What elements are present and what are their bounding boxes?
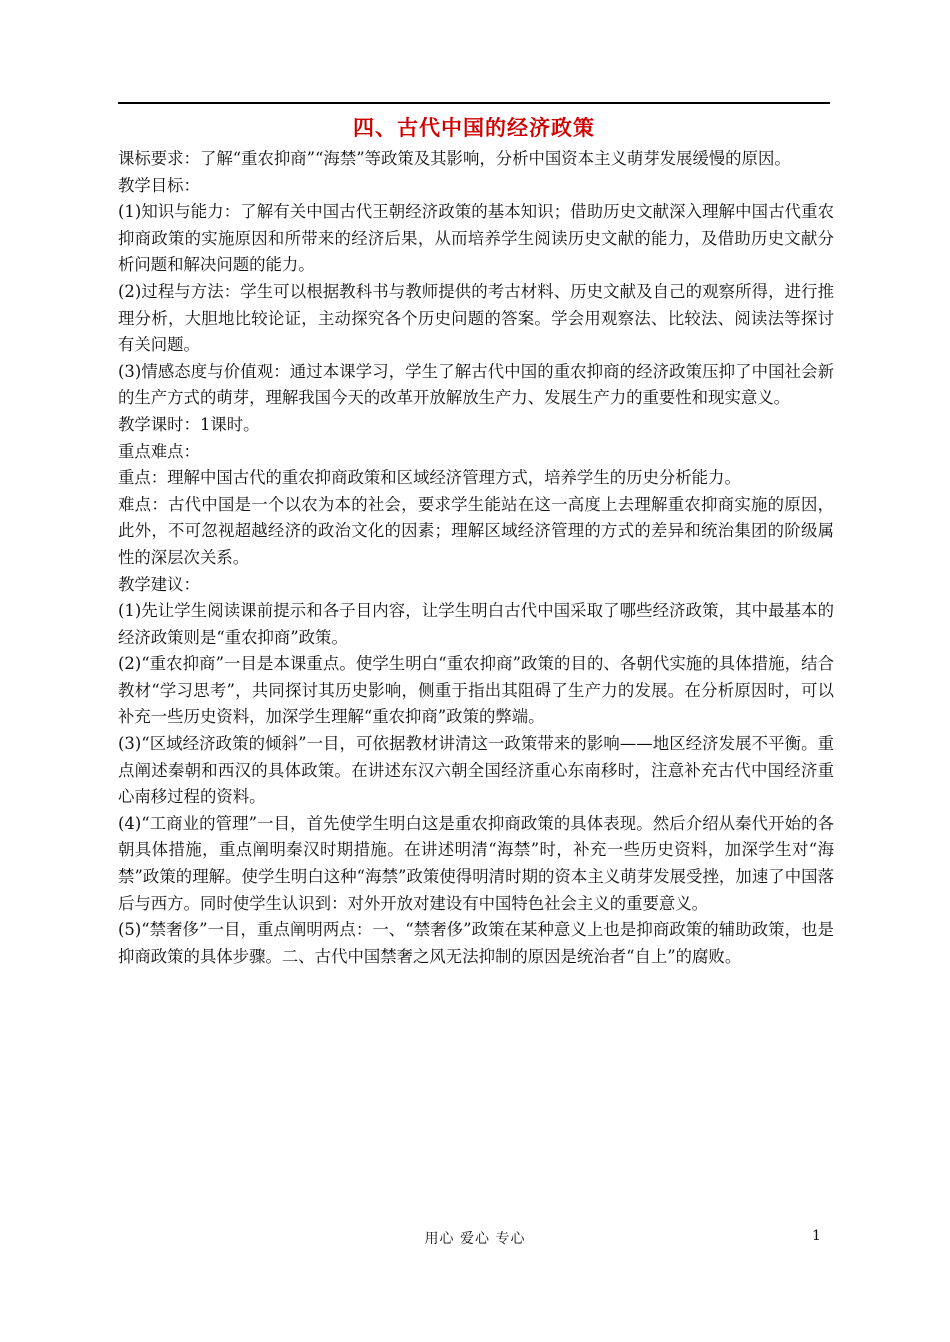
paragraph-suggestion-2: (2)“重农抑商”一目是本课重点。使学生明白“重农抑商”政策的目的、各朝代实施的具体措施，结合教材“学习思考”，共同探讨其历史影响，侧重于指出其阻碍了生产力的发展。在分析原因时，可以补充一些历史资料，加深学生理解“重农抑商”政策的弊端。 <box>118 654 834 727</box>
paragraph-suggestions-heading: 教学建议： <box>118 574 200 594</box>
paragraph-difficult-point: 难点：古代中国是一个以农为本的社会，要求学生能站在这一高度上去理解重农抑商实施的原因，此外，不可忽视超越经济的政治文化的因素；理解区域经济管理的方式的差异和统治集团的阶级属性的深层次关系。 <box>118 494 834 567</box>
paragraph-key-point: 重点：理解中国古代的重农抑商政策和区域经济管理方式，培养学生的历史分析能力。 <box>118 468 741 488</box>
paragraph-teaching-goals-heading: 教学目标： <box>118 175 200 195</box>
paragraph-class-hours: 教学课时：1课时。 <box>118 414 260 434</box>
paragraph-goal-knowledge: (1)知识与能力：了解有关中国古代王朝经济政策的基本知识；借助历史文献深入理解中国古代重农抑商政策的实施原因和所带来的经济后果，从而培养学生阅读历史文献的能力，及借助历史文献分析问题和解决问题的能力。 <box>118 202 834 275</box>
paragraph-suggestion-3: (3)“区域经济政策的倾斜”一目，可依据教材讲清这一政策带来的影响——地区经济发展不平衡。重点阐述秦朝和西汉的具体政策。在讲述东汉六朝全国经济重心东南移时，注意补充古代中国经济重心南移过程的资料。 <box>118 734 834 807</box>
paragraph-suggestion-4: (4)“工商业的管理”一目，首先使学生明白这是重农抑商政策的具体表现。然后介绍从秦代开始的各朝具体措施，重点阐明秦汉时期措施。在讲述明清“海禁”时，补充一些历史资料，加深学生对“海禁”政策的理解。使学生明白这种“海禁”政策使得明清时期的资本主义萌芽发展受挫，加速了中国落后与西方。同时使学生认识到：对外开放对建设有中国特色社会主义的重要意义。 <box>118 813 834 913</box>
paragraph-goal-process: (2)过程与方法：学生可以根据教科书与教师提供的考古材料、历史文献及自己的观察所得，进行推理分析，大胆地比较论证，主动探究各个历史问题的答案。学会用观察法、比较法、阅读法等探讨有关问题。 <box>118 281 834 355</box>
document-title: 四、古代中国的经济政策 <box>353 116 595 140</box>
paragraph-key-points-heading: 重点难点： <box>118 441 200 461</box>
paragraph-goal-values: (3)情感态度与价值观：通过本课学习，学生了解古代中国的重农抑商的经济政策压抑了中国社会新的生产方式的萌芽，理解我国今天的改革开放解放生产力、发展生产力的重要性和现实意义。 <box>118 361 834 408</box>
paragraph-curriculum-requirement: 课标要求：了解“重农抑商”“海禁”等政策及其影响，分析中国资本主义萌芽发展缓慢的原因。 <box>118 149 791 168</box>
paragraph-suggestion-5: (5)“禁奢侈”一目，重点阐明两点：一、“禁奢侈”政策在某种意义上也是抑商政策的辅助政策，也是抑商政策的具体步骤。二、古代中国禁奢之风无法抑制的原因是统治者“自上”的腐败。 <box>118 920 834 966</box>
page-number: 1 <box>812 1228 821 1244</box>
footer-motto: 用心 爱心 专心 <box>424 1231 526 1247</box>
header-rule <box>118 102 830 104</box>
paragraph-suggestion-1: (1)先让学生阅读课前提示和各子目内容，让学生明白古代中国采取了哪些经济政策，其中最基本的经济政策则是“重农抑商”政策。 <box>118 601 834 647</box>
document-body <box>118 146 834 970</box>
